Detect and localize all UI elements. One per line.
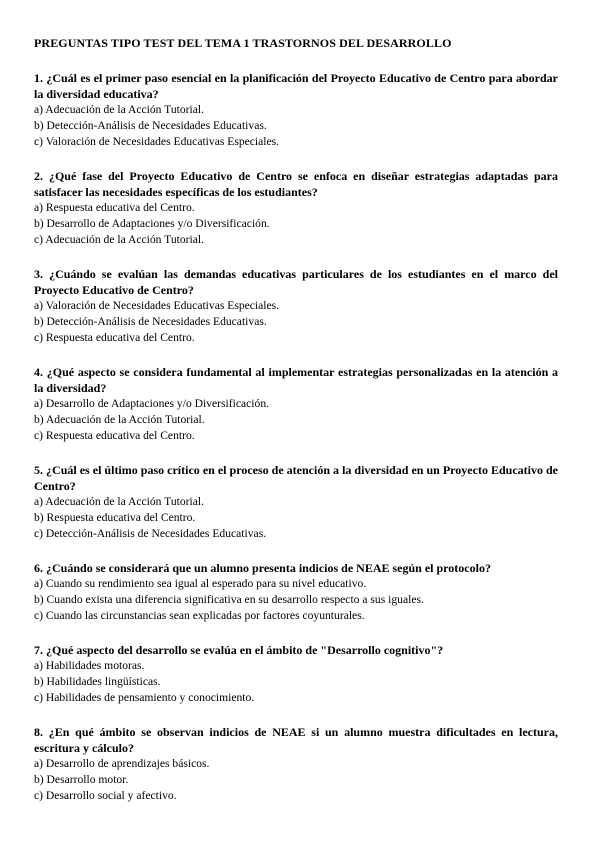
options-list [34, 756, 558, 804]
question-7 [34, 642, 558, 706]
question-number: 4. [34, 365, 43, 379]
question-prompt: ¿Cuál es el último paso crítico en el proceso de atención a la diversidad en un Proyecto Educativo de Centro? [34, 463, 558, 493]
option-c: c) Desarrollo social y afectivo. [34, 789, 177, 802]
option-a: a) Desarrollo de aprendizajes básicos. [34, 757, 210, 770]
question-number: 7. [34, 643, 43, 657]
option-c: c) Cuando las circunstancias sean explicadas por factores coyunturales. [34, 609, 365, 622]
option-b: b) Cuando exista una diferencia significativa en su desarrollo respecto a sus iguales. [34, 593, 424, 606]
question-1 [34, 70, 558, 150]
question-4 [34, 364, 558, 444]
options-list [34, 576, 558, 624]
option-c: c) Detección-Análisis de Necesidades Educativas. [34, 527, 267, 540]
question-5 [34, 462, 558, 542]
options-list [34, 298, 558, 346]
question-8 [34, 724, 558, 804]
option-a: a) Desarrollo de Adaptaciones y/o Diversificación. [34, 397, 270, 410]
option-b: b) Respuesta educativa del Centro. [34, 511, 196, 524]
question-text [34, 70, 558, 102]
option-c: c) Valoración de Necesidades Educativas Especiales. [34, 135, 280, 148]
question-text [34, 560, 558, 576]
options-list [34, 102, 558, 150]
option-c: c) Respuesta educativa del Centro. [34, 331, 195, 344]
option-a: a) Respuesta educativa del Centro. [34, 201, 195, 214]
question-prompt: ¿Cuándo se considerará que un alumno presenta indicios de NEAE según el protocolo? [46, 561, 491, 575]
question-prompt: ¿Cuándo se evalúan las demandas educativas particulares de los estudiantes en el marco del Proyecto Educativo de Centro? [34, 267, 559, 297]
question-prompt: ¿Qué fase del Proyecto Educativo de Centro se enfoca en diseñar estrategias adaptadas para satisfacer las necesidades específicas de los estudiantes? [34, 169, 559, 199]
option-a: a) Adecuación de la Acción Tutorial. [34, 495, 204, 508]
question-number: 2. [34, 169, 43, 183]
question-text [34, 266, 558, 298]
option-c: c) Adecuación de la Acción Tutorial. [34, 233, 204, 246]
option-c: c) Habilidades de pensamiento y conocimiento. [34, 691, 255, 704]
option-b: b) Adecuación de la Acción Tutorial. [34, 413, 205, 426]
options-list [34, 396, 558, 444]
question-number: 3. [34, 267, 43, 281]
options-list [34, 658, 558, 706]
question-prompt: ¿En qué ámbito se observan indicios de NEAE si un alumno muestra dificultades en lectura, escritura y cálculo? [34, 725, 558, 755]
option-b: b) Detección-Análisis de Necesidades Educativas. [34, 119, 267, 132]
question-prompt: ¿Qué aspecto se considera fundamental al implementar estrategias personalizadas en la atención a la diversidad? [34, 365, 559, 395]
question-text [34, 364, 558, 396]
question-text [34, 724, 558, 756]
option-a: a) Habilidades motoras. [34, 659, 145, 672]
question-2 [34, 168, 558, 248]
option-b: b) Habilidades lingüísticas. [34, 675, 161, 688]
question-number: 6. [34, 561, 43, 575]
option-a: a) Cuando su rendimiento sea igual al esperado para su nivel educativo. [34, 577, 367, 590]
question-prompt: ¿Qué aspecto del desarrollo se evalúa en el ámbito de "Desarrollo cognitivo"? [46, 643, 444, 657]
question-6 [34, 560, 558, 624]
options-list [34, 494, 558, 542]
document-title: PREGUNTAS TIPO TEST DEL TEMA 1 TRASTORNOS DEL DESARROLLO [34, 36, 452, 50]
option-b: b) Desarrollo motor. [34, 773, 129, 786]
question-prompt: ¿Cuál es el primer paso esencial en la planificación del Proyecto Educativo de Centro para abordar la diversidad educativa? [34, 71, 559, 101]
question-3 [34, 266, 558, 346]
option-b: b) Desarrollo de Adaptaciones y/o Diversificación. [34, 217, 270, 230]
option-a: a) Valoración de Necesidades Educativas Especiales. [34, 299, 280, 312]
option-b: b) Detección-Análisis de Necesidades Educativas. [34, 315, 267, 328]
question-number: 5. [34, 463, 43, 477]
question-text [34, 642, 558, 658]
options-list [34, 200, 558, 248]
question-number: 1. [34, 71, 43, 85]
question-text [34, 462, 558, 494]
question-text [34, 168, 558, 200]
option-a: a) Adecuación de la Acción Tutorial. [34, 103, 204, 116]
option-c: c) Respuesta educativa del Centro. [34, 429, 195, 442]
question-number: 8. [34, 725, 43, 739]
